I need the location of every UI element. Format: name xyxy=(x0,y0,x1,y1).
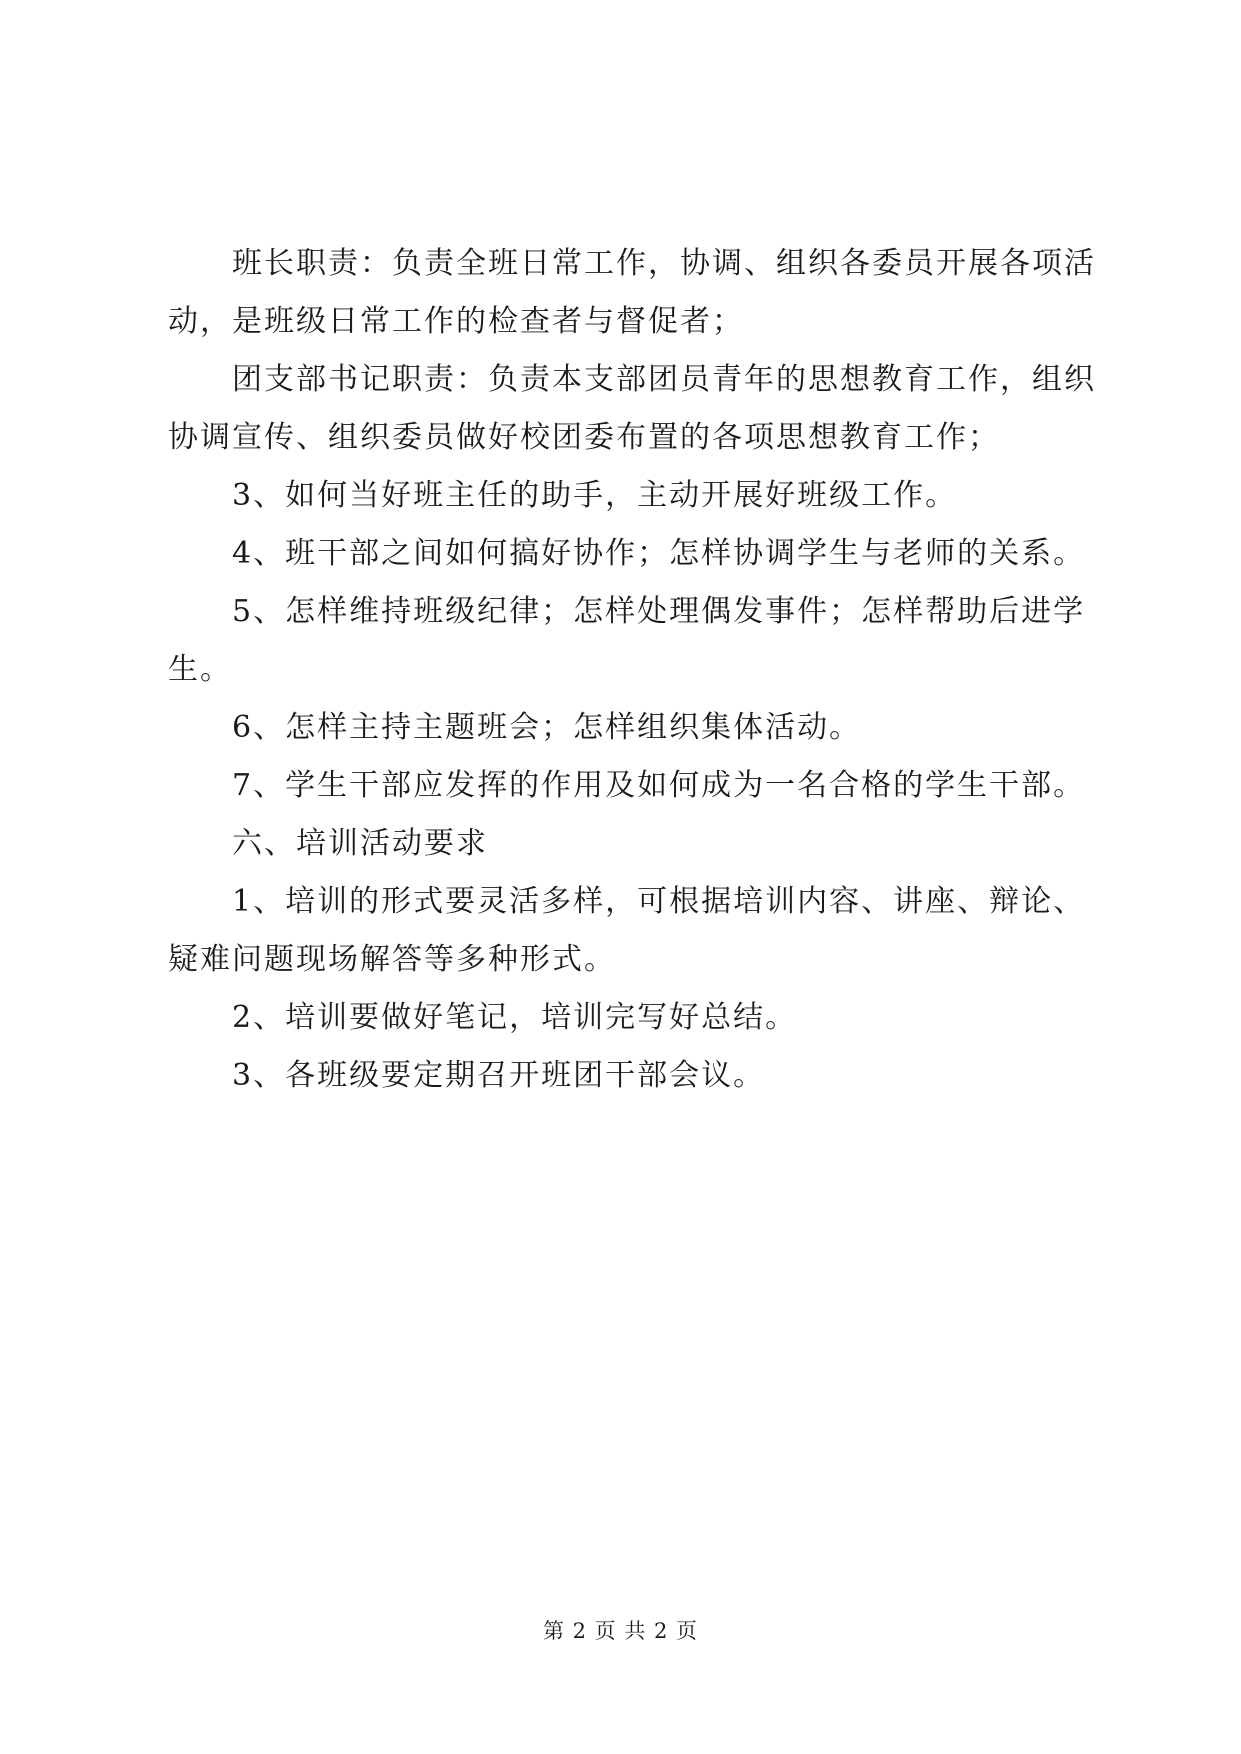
requirement-item-1: 1、培训的形式要灵活多样，可根据培训内容、讲座、辩论、疑难问题现场解答等多种形式。 xyxy=(168,884,1086,977)
document-body xyxy=(168,235,1098,1105)
paragraph-item-5: 5、怎样维持班级纪律；怎样处理偶发事件；怎样帮助后进学生。 xyxy=(168,594,1086,687)
paragraph-league-secretary-duties: 团支部书记职责：负责本支部团员青年的思想教育工作，组织协调宣传、组织委员做好校团委布置的各项思想教育工作； xyxy=(168,362,1096,455)
section-heading-training-requirements: 六、培训活动要求 xyxy=(232,826,488,861)
paragraph-item-4: 4、班干部之间如何搞好协作；怎样协调学生与老师的关系。 xyxy=(232,536,1086,571)
requirement-item-3: 3、各班级要定期召开班团干部会议。 xyxy=(232,1058,766,1093)
page-footer: 第 2 页 共 2 页 xyxy=(542,1619,699,1643)
paragraph-item-3: 3、如何当好班主任的助手，主动开展好班级工作。 xyxy=(232,478,958,513)
paragraph-item-7: 7、学生干部应发挥的作用及如何成为一名合格的学生干部。 xyxy=(232,768,1086,803)
requirement-item-2: 2、培训要做好笔记，培训完写好总结。 xyxy=(232,1000,798,1035)
paragraph-monitor-duties: 班长职责：负责全班日常工作，协调、组织各委员开展各项活动，是班级日常工作的检查者与督促者； xyxy=(168,246,1096,339)
paragraph-item-6: 6、怎样主持主题班会；怎样组织集体活动。 xyxy=(232,710,862,745)
